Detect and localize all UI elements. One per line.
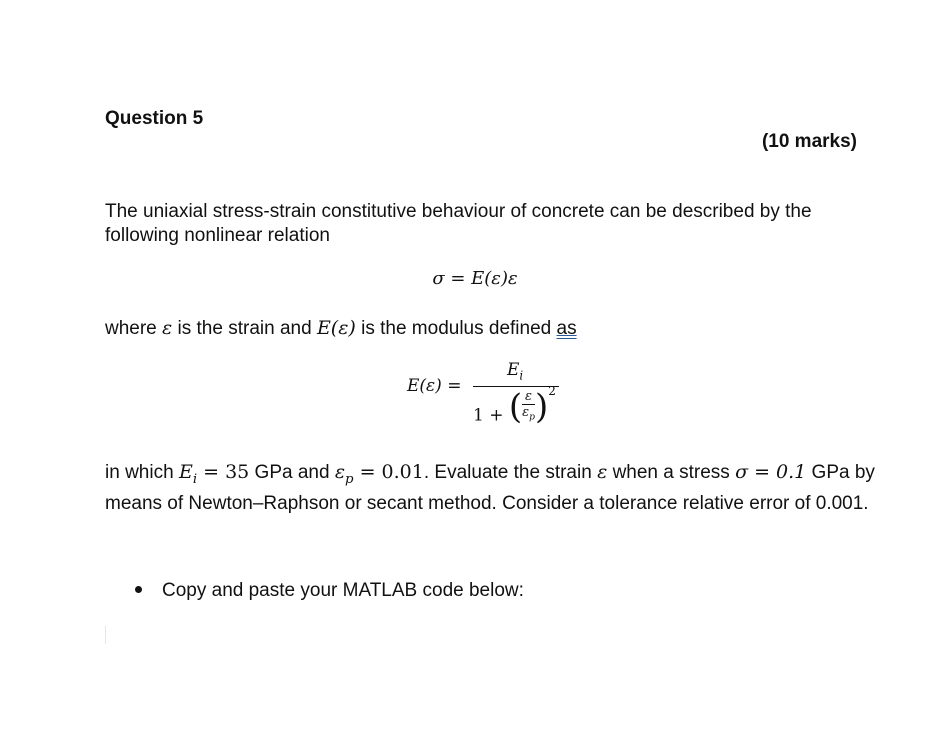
text-cursor-marker[interactable]	[105, 626, 106, 644]
modulus-lhs: E(ε) =	[407, 376, 462, 396]
Ei-symbol: $E_i = 35$	[178, 461, 250, 487]
where-prefix: where	[105, 318, 157, 339]
intro-paragraph: The uniaxial stress-strain constitutive behaviour of concrete can be described by the following nonlinear relation	[105, 201, 812, 246]
strain-symbol: ε	[597, 461, 608, 483]
bullet-text: Copy and paste your MATLAB code below:	[162, 580, 524, 601]
modulus-equation	[407, 360, 577, 440]
where-middle: is the strain and	[177, 318, 312, 339]
modulus-denominator: $1 + (\frac{\varepsilon}{\varepsilon_p}$ )$^2$	[473, 383, 556, 427]
modulus-symbol: E(ε)	[316, 317, 356, 339]
as-word: as	[556, 318, 577, 339]
inner-numerator: ε	[525, 388, 533, 404]
inner-denominator: $\varepsilon_p$	[522, 404, 535, 426]
where-line	[105, 316, 865, 341]
denominator-one: 1 +	[473, 405, 504, 426]
question-title: Question 5	[105, 108, 204, 129]
ep-symbol: $\varepsilon_p = 0.01$	[334, 461, 424, 487]
stress-value: σ = 0.1	[735, 461, 807, 483]
exponent: 2	[548, 383, 556, 398]
marks-label: (10 marks)	[761, 131, 857, 152]
where-suffix: is the modulus defined	[361, 318, 552, 339]
problem-paragraph: in which $E_i = 35$ GPa and $\varepsilon_p = 0.01$. Evaluate the strain ε when a stress σ = 0.1 GPa by means of Newton–Raphson or secant method. Consider a tolerance relative error of 0.001.	[105, 461, 875, 514]
matlab-bullet	[135, 580, 524, 602]
eps-symbol: ε	[162, 317, 173, 339]
modulus-numerator: $E_i$	[507, 360, 524, 383]
bullet-icon	[135, 586, 142, 593]
stress-strain-equation: σ = E(ε)ε	[432, 268, 518, 289]
